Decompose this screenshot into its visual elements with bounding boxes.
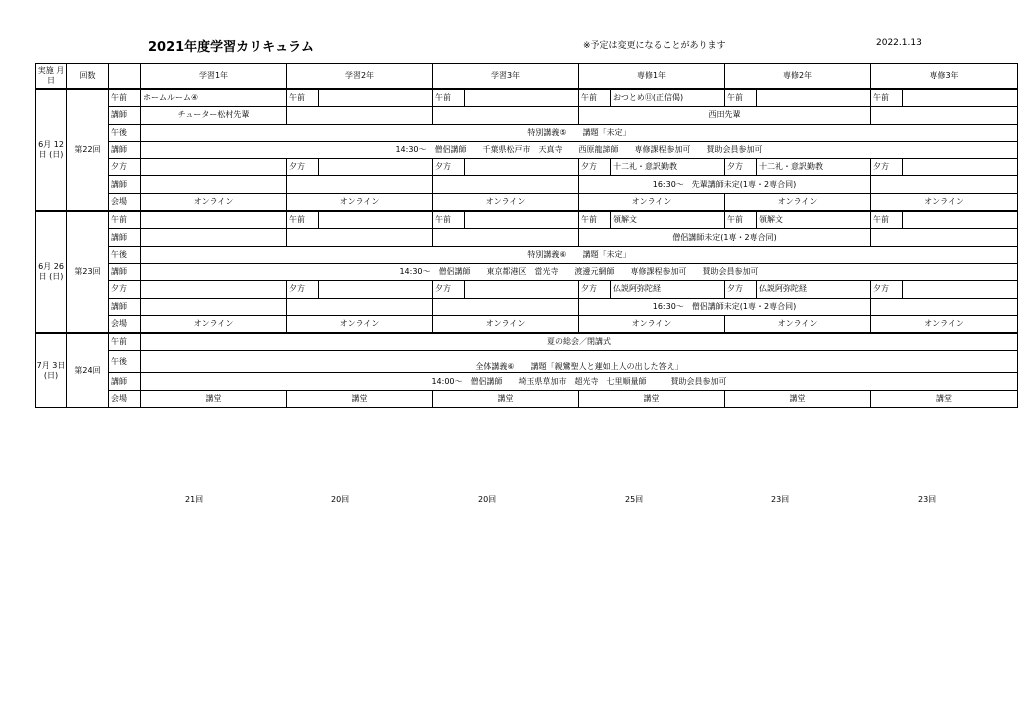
period-header	[109, 64, 141, 90]
table-row	[36, 229, 1018, 246]
cell: 講堂	[287, 390, 433, 407]
cell	[871, 229, 1018, 246]
cell	[141, 298, 287, 315]
total-s1: 25回	[625, 495, 644, 504]
period-label: 講師	[109, 229, 141, 246]
cell: オンライン	[287, 315, 433, 333]
cell: オンライン	[141, 315, 287, 333]
block1-count: 第22回	[67, 89, 109, 211]
period-label: 午後	[109, 124, 141, 141]
cell: 14:30〜 僧侶講師 千葉県松戸市 天真寺 西原龍諦師 専修課程参加可 賛助会員参加可	[141, 141, 1018, 158]
cell	[141, 281, 287, 298]
cell: 十二礼・意訳勤教	[757, 159, 871, 176]
col-header-y1: 学習1年	[141, 64, 287, 90]
col-header-y3: 学習3年	[433, 64, 579, 90]
date-header: 実施 月日	[36, 64, 67, 90]
cell: 夏の総会／閉講式	[141, 333, 1018, 351]
cell	[319, 211, 433, 229]
period-label: 午前	[109, 333, 141, 351]
sub-label: 夕方	[579, 281, 611, 298]
sub-label: 夕方	[871, 281, 903, 298]
period-label: 講師	[109, 298, 141, 315]
sub-label: ホームルーム④	[141, 89, 287, 107]
cell	[871, 298, 1018, 315]
cell	[141, 229, 287, 246]
cell	[287, 176, 433, 193]
period-label: 午後	[109, 351, 141, 373]
cell	[465, 211, 579, 229]
period-label: 夕方	[109, 281, 141, 298]
period-label: 講師	[109, 107, 141, 124]
cell	[319, 89, 433, 107]
cell: 西田先輩	[579, 107, 871, 124]
table-row	[36, 107, 1018, 124]
curriculum-table	[35, 63, 1018, 408]
cell: 仏説阿弥陀経	[611, 281, 725, 298]
table-row	[36, 263, 1018, 280]
period-label: 講師	[109, 263, 141, 280]
block3-date: 7月 3日 (日)	[36, 333, 67, 407]
cell: オンライン	[433, 193, 579, 211]
cell	[903, 89, 1018, 107]
cell: 領解文	[757, 211, 871, 229]
cell	[141, 211, 287, 229]
doc-date: 2022.1.13	[876, 38, 922, 48]
cell: 講堂	[871, 390, 1018, 407]
cell: チューター松村先輩	[141, 107, 287, 124]
block2-count: 第23回	[67, 211, 109, 333]
cell: 仏説阿弥陀経	[757, 281, 871, 298]
cell	[433, 176, 579, 193]
col-header-y2: 学習2年	[287, 64, 433, 90]
cell: 特別講義⑤ 講題「未定」	[141, 124, 1018, 141]
cell	[433, 107, 579, 124]
cell: 16:30〜 先輩講師未定(1専・2専合同)	[579, 176, 871, 193]
cell: オンライン	[141, 193, 287, 211]
cell: 講堂	[725, 390, 871, 407]
cell	[903, 159, 1018, 176]
cell: オンライン	[579, 193, 725, 211]
table-row	[36, 351, 1018, 373]
table-row	[36, 89, 1018, 107]
table-row	[36, 333, 1018, 351]
cell	[903, 211, 1018, 229]
count-header: 回数	[67, 64, 109, 90]
table-row	[36, 193, 1018, 211]
cell	[871, 107, 1018, 124]
total-y3: 20回	[478, 495, 497, 504]
cell: オンライン	[725, 315, 871, 333]
table-row	[36, 373, 1018, 390]
total-y1: 21回	[185, 495, 204, 504]
sub-label: 午前	[579, 211, 611, 229]
table-row	[36, 390, 1018, 407]
period-label: 午後	[109, 246, 141, 263]
table-row	[36, 281, 1018, 298]
cell: 僧侶講師未定(1専・2専合同)	[579, 229, 871, 246]
period-label: 午前	[109, 89, 141, 107]
cell	[319, 159, 433, 176]
sub-label: 夕方	[433, 159, 465, 176]
sub-label: 午前	[287, 211, 319, 229]
period-label: 講師	[109, 176, 141, 193]
col-header-s3: 専修3年	[871, 64, 1018, 90]
table-row	[36, 211, 1018, 229]
cell: 特別講義⑥ 講題「未定」	[141, 246, 1018, 263]
cell	[287, 298, 433, 315]
cell: 14:30〜 僧侶講師 東京都港区 當光寺 渡邊元網師 専修課程参加可 賛助会員参加可	[141, 263, 1018, 280]
cell	[465, 159, 579, 176]
cell: 講堂	[579, 390, 725, 407]
table-row	[36, 176, 1018, 193]
period-label: 講師	[109, 141, 141, 158]
cell: オンライン	[579, 315, 725, 333]
sub-label: 午前	[725, 89, 757, 107]
cell: オンライン	[287, 193, 433, 211]
cell: オンライン	[433, 315, 579, 333]
sub-label: 午前	[433, 89, 465, 107]
sub-label: 夕方	[287, 281, 319, 298]
sub-label: 夕方	[725, 281, 757, 298]
cell: オンライン	[871, 315, 1018, 333]
table-row	[36, 124, 1018, 141]
cell: 講堂	[141, 390, 287, 407]
sub-label: 夕方	[871, 159, 903, 176]
cell	[465, 89, 579, 107]
sub-label: 夕方	[287, 159, 319, 176]
change-note: ※予定は変更になることがあります	[583, 41, 726, 51]
sub-label: 午前	[287, 89, 319, 107]
table-row	[36, 141, 1018, 158]
table-row	[36, 159, 1018, 176]
cell	[871, 176, 1018, 193]
sub-label: 夕方	[433, 281, 465, 298]
cell	[433, 229, 579, 246]
col-header-s1: 専修1年	[579, 64, 725, 90]
period-label: 会場	[109, 315, 141, 333]
table-row	[36, 315, 1018, 333]
sub-label: 午前	[871, 211, 903, 229]
sub-label: 夕方	[579, 159, 611, 176]
period-label: 夕方	[109, 159, 141, 176]
table-row	[36, 298, 1018, 315]
sub-label: 午前	[725, 211, 757, 229]
block3-count: 第24回	[67, 333, 109, 407]
total-s3: 23回	[918, 495, 937, 504]
cell: 講堂	[433, 390, 579, 407]
header-row	[36, 64, 1018, 90]
cell	[141, 159, 287, 176]
cell	[319, 281, 433, 298]
block2-date: 6月 26日 (日)	[36, 211, 67, 333]
cell: 十二礼・意訳勤教	[611, 159, 725, 176]
page-title: 2021年度学習カリキュラム	[148, 40, 315, 55]
cell: おつとめ⑪(正信偈)	[611, 89, 725, 107]
cell	[287, 107, 433, 124]
cell: 全体講義⑥ 講題「親鸞聖人と蓮如上人の出した答え」	[141, 351, 1018, 373]
total-y2: 20回	[331, 495, 350, 504]
period-label: 会場	[109, 193, 141, 211]
cell	[141, 176, 287, 193]
cell	[465, 281, 579, 298]
sub-label: 午前	[579, 89, 611, 107]
cell	[757, 89, 871, 107]
total-s2: 23回	[771, 495, 790, 504]
cell: オンライン	[871, 193, 1018, 211]
table-row	[36, 246, 1018, 263]
period-label: 会場	[109, 390, 141, 407]
cell	[903, 281, 1018, 298]
block1-date: 6月 12日 (日)	[36, 89, 67, 211]
cell	[287, 229, 433, 246]
cell	[433, 298, 579, 315]
col-header-s2: 専修2年	[725, 64, 871, 90]
period-label: 講師	[109, 373, 141, 390]
cell: 領解文	[611, 211, 725, 229]
sub-label: 午前	[433, 211, 465, 229]
sub-label: 午前	[871, 89, 903, 107]
cell: 16:30〜 僧侶講師未定(1専・2専合同)	[579, 298, 871, 315]
period-label: 午前	[109, 211, 141, 229]
cell: 14:00〜 僧侶講師 埼玉県草加市 超光寺 七里順量師 賛助会員参加可	[141, 373, 1018, 390]
sub-label: 夕方	[725, 159, 757, 176]
cell: オンライン	[725, 193, 871, 211]
